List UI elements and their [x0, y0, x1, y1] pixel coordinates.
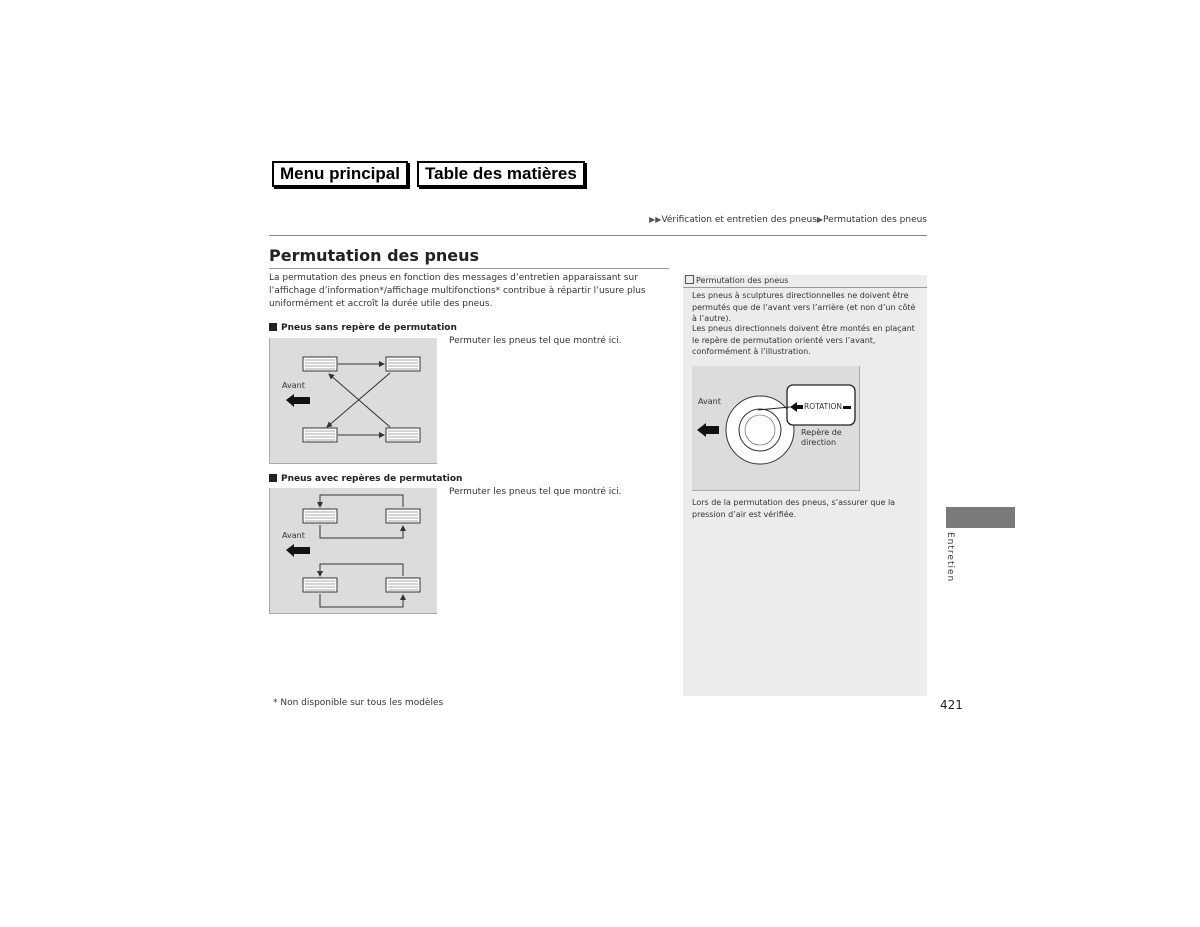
tire-hub-circle [745, 415, 775, 445]
arrow-rear-right-to-front-left [329, 374, 390, 427]
sidebar-paragraph: Les pneus directionnels doivent être montés en plaçant le repère de permutation orienté vers l’avant, conformément à l’illustration. [692, 324, 915, 356]
intro-paragraph: La permutation des pneus en fonction des messages d’entretien apparaissant sur l’affichage d’information*/affichage multifonctions* contribue à répartir l’usure plus uniformément et accroît la durée utile des pneus. [269, 273, 646, 309]
direction-marker-label-line1: Repère de [801, 428, 842, 437]
rotation-diagram-svg [270, 338, 437, 463]
directional-tire-svg [692, 366, 859, 490]
tire-rear-left-icon [303, 428, 337, 442]
tire-front-left-icon [303, 509, 337, 523]
front-label: Avant [282, 531, 305, 540]
sidebar-paragraph: Lors de la permutation des pneus, s’assurer que la pression d’air est vérifiée. [692, 498, 896, 519]
section-heading-with-marks [269, 474, 462, 484]
bullet-square-icon [269, 474, 277, 482]
sidebar-notes [683, 275, 927, 696]
section-heading-text: Pneus sans repère de permutation [281, 323, 457, 333]
section-tab-text: Entretien [945, 532, 955, 583]
rotation-diagram-front-rear [269, 488, 437, 614]
tire-rear-right-icon [386, 578, 420, 592]
directional-tire-figure [692, 366, 860, 491]
sidebar-paragraph: Les pneus à sculptures directionnelles ne doivent être permutés que de l’avant vers l’arrière (et non d’un côté à l’autre). [692, 291, 916, 323]
front-arrow-icon [697, 423, 719, 437]
breadcrumb-arrow-icon: ▶ [816, 215, 824, 224]
tire-rear-right-icon [386, 428, 420, 442]
front-label: Avant [698, 397, 721, 406]
header-divider [269, 235, 927, 236]
breadcrumb [649, 215, 927, 225]
main-menu-button[interactable]: Menu principal [272, 161, 408, 187]
section-tab-marker[interactable] [946, 507, 1015, 528]
rotation-mark-bar-icon [843, 406, 851, 409]
rotation-diagram-x-pattern [269, 338, 437, 464]
sidebar-heading [683, 275, 927, 288]
rotation-label: ROTATION [804, 402, 842, 411]
footnote: * Non disponible sur tous les modèles [273, 698, 444, 708]
tire-rear-left-icon [303, 578, 337, 592]
front-arrow-icon [286, 544, 310, 557]
breadcrumb-item-tire-inspection[interactable]: Vérification et entretien des pneus [661, 215, 817, 225]
breadcrumb-item-tire-rotation: Permutation des pneus [823, 215, 927, 225]
section-heading-text: Pneus avec repères de permutation [281, 474, 463, 484]
figure-caption: Permuter les pneus tel que montré ici. [449, 336, 622, 346]
tire-front-left-icon [303, 357, 337, 371]
title-divider [269, 268, 669, 269]
front-label: Avant [282, 381, 305, 390]
breadcrumb-arrow-icon: ▶▶ [649, 215, 662, 224]
rotation-diagram-svg [270, 488, 437, 613]
arrow-rear-left-to-rear-right [320, 594, 403, 607]
page-number: 421 [940, 698, 963, 712]
page-title: Permutation des pneus [269, 246, 480, 265]
section-tab-label [945, 532, 959, 592]
tire-front-right-icon [386, 509, 420, 523]
tire-front-right-icon [386, 357, 420, 371]
direction-marker-label-line2: direction [801, 438, 837, 447]
arrow-front-right-to-front-left [320, 495, 403, 507]
table-of-contents-button[interactable]: Table des matières [417, 161, 585, 187]
arrow-front-left-to-front-right [320, 525, 403, 538]
sidebar-heading-text: Permutation des pneus [696, 276, 789, 285]
note-icon [685, 275, 694, 284]
figure-caption: Permuter les pneus tel que montré ici. [449, 487, 622, 497]
front-arrow-icon [286, 394, 310, 407]
bullet-square-icon [269, 323, 277, 331]
arrow-rear-right-to-rear-left [320, 564, 403, 576]
section-heading-no-marks [269, 323, 457, 333]
